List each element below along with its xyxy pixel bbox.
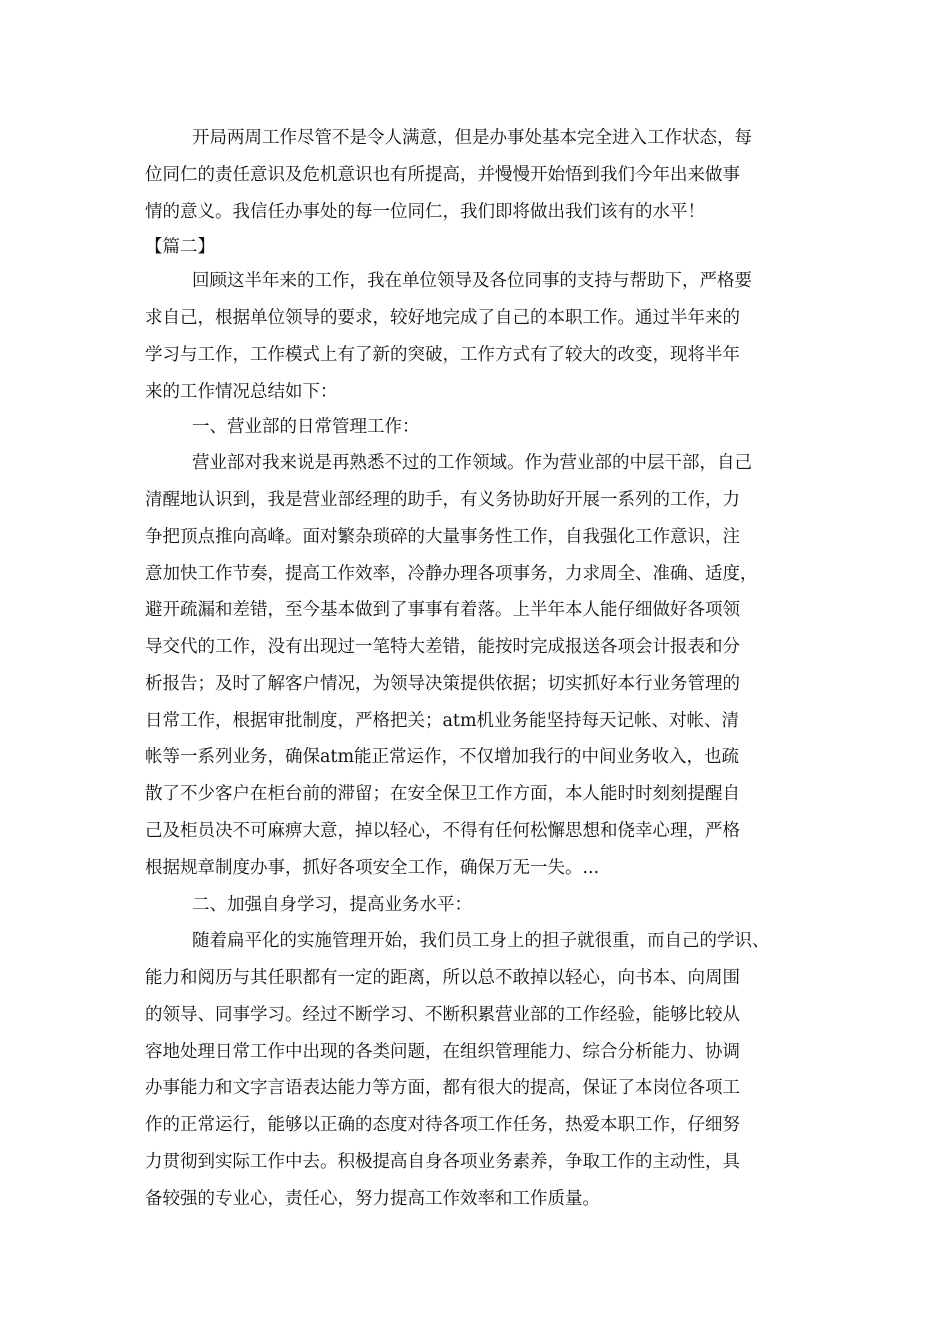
paragraph-line: 开局两周工作尽管不是令人满意，但是办事处基本完全进入工作状态，每 bbox=[192, 128, 752, 148]
subsection-heading: 二、加强自身学习，提高业务水平： bbox=[192, 895, 472, 915]
paragraph-line: 己及柜员决不可麻痹大意，掉以轻心，不得有任何松懈思想和侥幸心理，严格 bbox=[145, 821, 740, 841]
paragraph-line: 避开疏漏和差错，至今基本做到了事事有着落。上半年本人能仔细做好各项领 bbox=[145, 600, 740, 620]
paragraph-line: 求自己，根据单位领导的要求，较好地完成了自己的本职工作。通过半年来的 bbox=[145, 308, 740, 328]
paragraph-line: 清醒地认识到，我是营业部经理的助手，有义务协助好开展一系列的工作，力 bbox=[145, 490, 740, 510]
paragraph-line: 争把顶点推向高峰。面对繁杂琐碎的大量事务性工作，自我强化工作意识，注 bbox=[145, 527, 740, 547]
paragraph-line: 散了不少客户在柜台前的滞留；在安全保卫工作方面，本人能时时刻刻提醒自 bbox=[145, 784, 740, 804]
paragraph-line: 随着扁平化的实施管理开始，我们员工身上的担子就很重，而自己的学识、 bbox=[192, 931, 770, 951]
paragraph-line: 能力和阅历与其任职都有一定的距离，所以总不敢掉以轻心，向书本、向周围 bbox=[145, 968, 740, 988]
paragraph-line: 办事能力和文字言语表达能力等方面，都有很大的提高，保证了本岗位各项工 bbox=[145, 1078, 740, 1098]
paragraph-line: 备较强的专业心，责任心，努力提高工作效率和工作质量。 bbox=[145, 1189, 600, 1209]
paragraph-line: 作的正常运行，能够以正确的态度对待各项工作任务，热爱本职工作，仔细努 bbox=[145, 1115, 740, 1135]
paragraph-line: 导交代的工作，没有出现过一笔特大差错，能按时完成报送各项会计报表和分 bbox=[145, 637, 740, 657]
paragraph-line: 的领导、同事学习。经过不断学习、不断积累营业部的工作经验，能够比较从 bbox=[145, 1005, 740, 1025]
paragraph-line: 位同仁的责任意识及危机意识也有所提高，并慢慢开始悟到我们今年出来做事 bbox=[145, 165, 740, 185]
paragraph-line: 析报告；及时了解客户情况，为领导决策提供依据；切实抓好本行业务管理的 bbox=[145, 674, 740, 694]
paragraph-line: 营业部对我来说是再熟悉不过的工作领域。作为营业部的中层干部，自己 bbox=[192, 453, 752, 473]
subsection-heading: 一、营业部的日常管理工作： bbox=[192, 417, 420, 437]
paragraph-line: 力贯彻到实际工作中去。积极提高自身各项业务素养，争取工作的主动性，具 bbox=[145, 1152, 740, 1172]
paragraph-line: 来的工作情况总结如下： bbox=[145, 382, 338, 402]
section-heading: 【篇二】 bbox=[145, 237, 215, 257]
paragraph-line: 意加快工作节奏，提高工作效率，冷静办理各项事务，力求周全、准确、适度， bbox=[145, 564, 758, 584]
paragraph-line: 学习与工作，工作模式上有了新的突破，工作方式有了较大的改变，现将半年 bbox=[145, 345, 740, 365]
paragraph-line: 容地处理日常工作中出现的各类问题，在组织管理能力、综合分析能力、协调 bbox=[145, 1042, 740, 1062]
paragraph-line: 日常工作，根据审批制度，严格把关；atm机业务能坚持每天记帐、对帐、清 bbox=[145, 711, 740, 731]
paragraph-line: 回顾这半年来的工作，我在单位领导及各位同事的支持与帮助下，严格要 bbox=[192, 271, 752, 291]
paragraph-line: 根据规章制度办事，抓好各项安全工作，确保万无一失。... bbox=[145, 858, 600, 878]
paragraph-line: 情的意义。我信任办事处的每一位同仁，我们即将做出我们该有的水平！ bbox=[145, 202, 705, 222]
paragraph-line: 帐等一系列业务，确保atm能正常运作，不仅增加我行的中间业务收入，也疏 bbox=[145, 747, 740, 767]
